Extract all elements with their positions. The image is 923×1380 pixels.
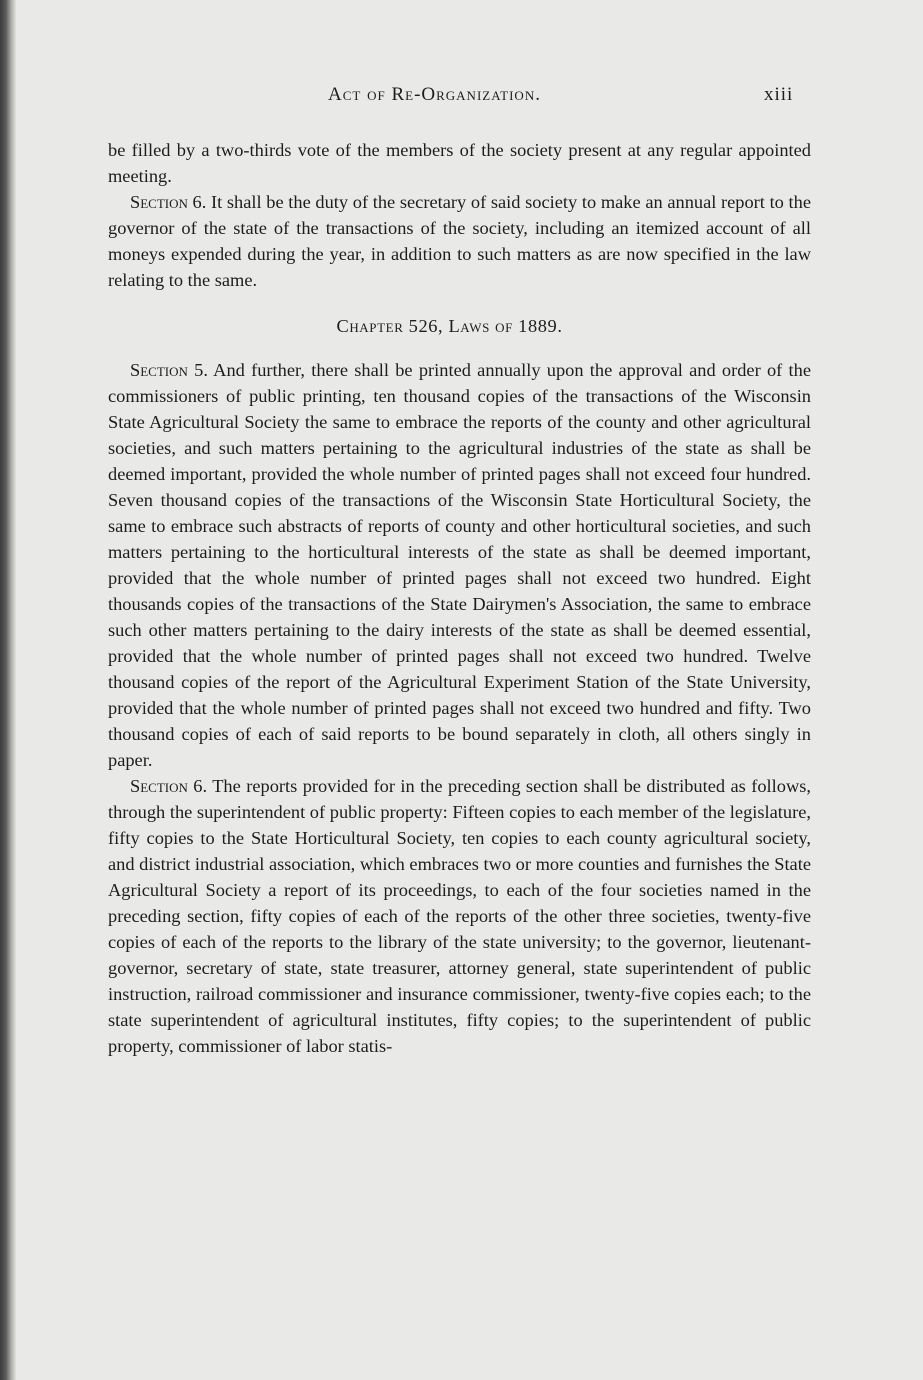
running-title: Act of Re-Organization. xyxy=(328,84,541,105)
section-label: Section 6. xyxy=(130,776,208,796)
chapter-heading: Chapter 526, Laws of 1889. xyxy=(336,316,563,336)
section-label: Section 5. xyxy=(130,360,208,380)
paragraph-section-6 xyxy=(108,189,811,293)
page-number: xiii xyxy=(764,84,794,105)
running-head xyxy=(0,84,923,112)
paragraph-section-5 xyxy=(108,357,811,773)
body-text xyxy=(108,137,811,1059)
section-text: The reports provided for in the preceding section shall be distributed as follows, through the superintendent of public property: Fifteen copies to each member of the legislature, fifty copies to the State Horticultural Society, ten copies to each county agricultural society, and district industrial association, which embraces two or more counties and furnishes the State Agricultural Society a report of its proceedings, to each of the four societies named in the preceding section, fifty copies of each of the reports of the other three societies, twenty-five copies of each of the reports to the library of the state university; to the governor, lieutenant-governor, secretary of state, state treasurer, attorney general, state superintendent of public instruction, railroad commissioner and insurance commissioner, twenty-five copies each; to the state superintendent of agricultural institutes, fifty copies; to the superintendent of public property, commissioner of labor statis- xyxy=(108,776,811,1056)
paragraph-section-6-distribution xyxy=(108,773,811,1059)
section-text: And further, there shall be printed annually upon the approval and order of the commissioners of public printing, ten thousand copies of the transactions of the Wisconsin State Agricultural Society the same to embrace the reports of the county and other agricultural societies, and such matters pertaining to the agricultural industries of the state as shall be deemed important, provided the whole number of printed pages shall not exceed four hundred. Seven thousand copies of the transactions of the Wisconsin State Horticultural Society, the same to embrace such abstracts of reports of county and other horticultural societies, and such matters pertaining to the horticultural interests of the state as shall be deemed important, provided that the whole number of printed pages shall not exceed two hundred. Eight thousands copies of the transactions of the State Dairymen's Association, the same to embrace such other matters pertaining to the dairy interests of the state as shall be deemed essential, provided that the whole number of printed pages shall not exceed two hundred. Twelve thousand copies of the report of the Agricultural Experiment Station of the State University, provided that the whole number of printed pages shall not exceed two hundred and fifty. Two thousand copies of each of said reports to be bound separately in cloth, all others singly in paper. xyxy=(108,360,811,770)
section-text: It shall be the duty of the secretary of said society to make an annual report to the governor of the state of the transactions of the society, including an itemized account of all moneys expended during the year, in addition to such matters as are now specified in the law relating to the same. xyxy=(108,192,812,290)
paragraph-continuation: be filled by a two-thirds vote of the members of the society present at any regular appointed meeting. xyxy=(108,140,811,186)
section-label: Section 6. xyxy=(130,192,207,212)
page-edge-shadow xyxy=(0,0,16,1380)
